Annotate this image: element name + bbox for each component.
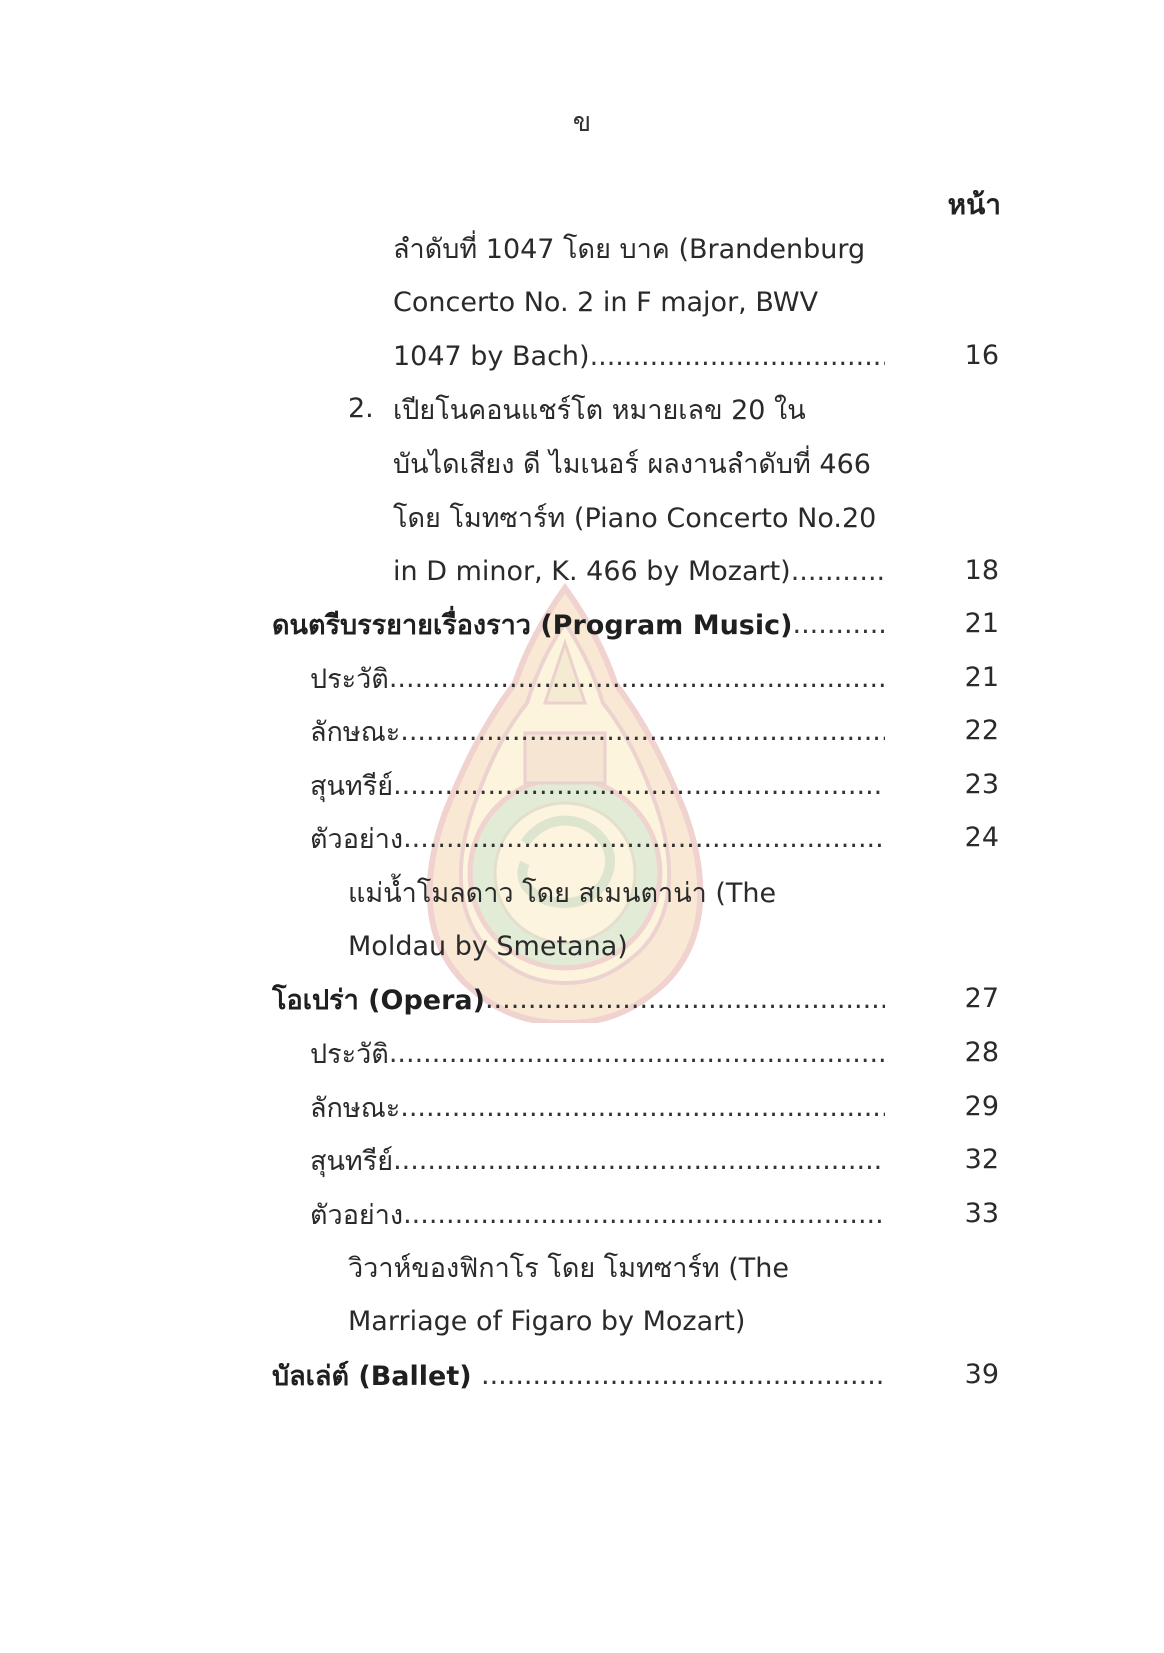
page-column-header: หน้า — [947, 188, 1001, 221]
toc-page-number: 23 — [964, 769, 999, 800]
toc-entry-line — [393, 282, 818, 322]
toc-entry-text: เปียโนคอนแชร์โต หมายเลข 20 ใน — [393, 394, 806, 426]
toc-chapter-title: โอเปร่า (Opera) — [272, 984, 485, 1016]
toc-entry-text: Moldau by Smetana) — [348, 930, 628, 962]
dot-leader — [389, 663, 885, 694]
toc-entry-line — [310, 765, 885, 805]
toc-page-number: 21 — [964, 608, 999, 639]
toc-entry-line — [310, 818, 885, 858]
dot-leader — [792, 609, 885, 640]
toc-entry-text: โดย โมทซาร์ท (Piano Concerto No.20 — [393, 502, 877, 534]
toc-entry-line — [393, 443, 871, 483]
toc-entry-text: 1047 by Bach) — [393, 340, 590, 372]
page-letter: ข — [572, 107, 592, 138]
toc-entry-text: Marriage of Figaro by Mozart) — [348, 1305, 746, 1337]
dot-leader — [403, 823, 885, 854]
dot-leader — [791, 556, 885, 587]
toc-entry-line — [348, 872, 776, 912]
toc-page-number: 21 — [964, 662, 999, 693]
dot-leader — [403, 1199, 885, 1230]
toc-entry-line — [310, 711, 885, 751]
toc-page-number: 39 — [964, 1359, 999, 1390]
dot-leader — [389, 1038, 885, 1069]
toc-entry-line — [310, 1087, 885, 1127]
toc-entry-line — [393, 497, 876, 537]
dot-leader — [400, 1092, 885, 1123]
toc-entry-text: ตัวอย่าง — [310, 1199, 404, 1231]
dot-leader — [590, 341, 885, 372]
toc-entry-text: in D minor, K. 466 by Mozart) — [393, 555, 791, 587]
toc-entry-line — [310, 1140, 885, 1180]
toc-page-number: 29 — [964, 1091, 999, 1122]
toc-entry-line — [348, 1247, 789, 1287]
toc-entry-text: แม่น้ำโมลดาว โดย สเมนตาน่า (The — [348, 877, 777, 909]
dot-leader — [481, 1360, 885, 1391]
toc-chapter-title: บัลเล่ต์ (Ballet) — [272, 1360, 481, 1392]
toc-entry-text: ลำดับที่ 1047 โดย บาค (Brandenburg — [393, 233, 866, 265]
toc-entry-line — [310, 1033, 885, 1073]
toc-page-number: 24 — [964, 822, 999, 853]
toc-chapter-line — [272, 979, 885, 1019]
dot-leader — [393, 1145, 885, 1176]
toc-entry-text: สุนทรีย์ — [310, 770, 394, 802]
toc-entry-text: Concerto No. 2 in F major, BWV — [393, 286, 819, 318]
toc-page-number: 33 — [964, 1198, 999, 1229]
toc-entry-text: สุนทรีย์ — [310, 1145, 394, 1177]
dot-leader — [485, 984, 885, 1015]
toc-item-number: 2. — [348, 393, 374, 424]
toc-page-number: 18 — [964, 555, 999, 586]
toc-entry-line — [393, 389, 806, 429]
toc-chapter-title: ดนตรีบรรยายเรื่องราว (Program Music) — [272, 609, 793, 641]
dot-leader — [393, 770, 885, 801]
toc-chapter-line — [272, 1355, 885, 1395]
toc-entry-line — [310, 658, 885, 698]
toc-chapter-line — [272, 604, 885, 644]
toc-page-number: 16 — [964, 340, 999, 371]
toc-page-number: 22 — [964, 715, 999, 746]
toc-entry-line — [348, 926, 628, 966]
toc-page-number: 27 — [964, 983, 999, 1014]
toc-entry-line — [393, 336, 885, 376]
toc-entry-line — [393, 228, 865, 268]
dot-leader — [400, 716, 885, 747]
toc-entry-text: ประวัติ — [310, 663, 389, 695]
toc-entry-text: วิวาห์ของฟิกาโร โดย โมทซาร์ท (The — [348, 1252, 790, 1284]
toc-page-number: 28 — [964, 1037, 999, 1068]
toc-entry-text: ลักษณะ — [310, 1092, 401, 1124]
toc-entry-text: ตัวอย่าง — [310, 823, 404, 855]
toc-page-number: 32 — [964, 1144, 999, 1175]
toc-entry-text: ประวัติ — [310, 1038, 389, 1070]
toc-entry-text: บันไดเสียง ดี ไมเนอร์ ผลงานลำดับที่ 466 — [393, 448, 871, 480]
toc-entry-line — [310, 1194, 885, 1234]
toc-entry-line — [393, 551, 885, 591]
toc-entry-line — [348, 1301, 745, 1341]
toc-entry-text: ลักษณะ — [310, 716, 401, 748]
